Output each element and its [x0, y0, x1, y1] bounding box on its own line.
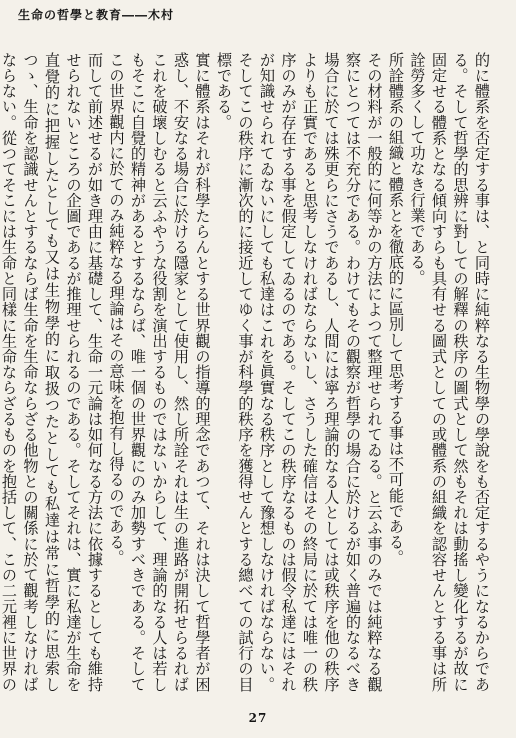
- paragraph: 所詮體系の組織と體系とを徹底的に區別して思考する事は不可能である。: [387, 52, 405, 566]
- paragraph: 而して前述せるが如き理由に基礎して、生命一元論は如何なる方法に依據するとしても維持せられないところの企圖であるが推理せられるのである。そしてそれは、實に私達が生命を直覺的に把握したとしても又は生物學的に取扱つたとしても私達は常に哲學的に思索しつゝ、生命を認識せんとするならば生命を生命ならざる他物との關係に於て觀考しなければならない。從つてそこには生命と同樣に生命ならざるものを抱括して、この二元裡に世界の: [0, 52, 104, 692]
- page-number: 27: [248, 711, 268, 725]
- paragraph: 實に體系はそれが科學たらんとする世界觀の指導的理念であつて、それは決して哲學者が困惑し、不安なる場合に於ける隱家として使用し、然し所詮それは生の進路が開拓せらるればこれを破壞しむると云ふやうな役割を演出するものではないからして、理論的なる人は若しもそこに自覺的精神があるとするならば、唯一個の世界觀にのみ加勢すべきである。そしてこの世界觀内に於てのみ純粹なる理論はその意味を抱有し得るのである。: [107, 52, 212, 692]
- paragraph: その材料が一般的に何等かの方法によつて整理せられてゐる。と云ふ事のみでは純粹なる觀察にとつては不充分である。わけてもその觀察が哲學の場合に於けるが如く普遍的なるべき場合に於ては殊更らにさうであるし、人間には寧ろ理論的なる人としては或秩序を他の秩序よりも正實であると思考しなければならないし、さうした確信はその終局に於ては唯一の秩序のみが存在する事を假定してゐるのである。そしてこの秩序なるものは假令私達にはそれが知識せられてゐないにしても私達はこれを眞實なる秩序として豫想しなければならない。そしてこの秩序に漸次的に接近してゆく事が科學的秩序を獲得せんとする總べての試行の目標である。: [215, 52, 384, 692]
- running-header: 生命の哲學と教育――木村: [18, 8, 175, 22]
- paragraph: 的に體系を否定する事は、と同時に純粹なる生物學の學說をも否定するやうになるからである。そして哲學的思辨に對しての解釋の秩序の圖式として然もそれは動搖し變化するが故に固定せる體系となる傾向すらも具有せる圖式としての或體系の組織を認容せんとする事は所詮勞多くして功なき行業である。: [408, 52, 491, 692]
- body-text: [0, 52, 492, 692]
